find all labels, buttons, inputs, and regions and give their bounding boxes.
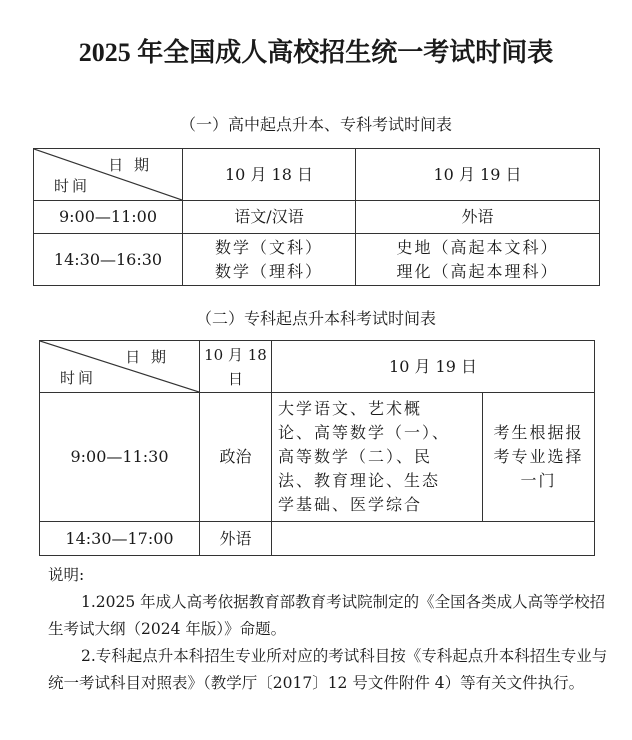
- note-line: 考专业选择: [493, 447, 584, 466]
- subject-cell: [356, 234, 600, 286]
- subject-line: 数学（理科）: [214, 261, 323, 281]
- subject-line: 史地（高起本文科）: [396, 237, 559, 257]
- schedule-table-junior-college: [39, 340, 595, 556]
- table-header-row: [34, 149, 600, 201]
- page-title: 2025 年全国成人高校招生统一考试时间表: [78, 38, 554, 67]
- corner-cell: [40, 341, 200, 393]
- date-header: 10 月 18 日: [183, 149, 356, 201]
- time-cell: 9:00—11:30: [40, 393, 200, 522]
- table-row: [34, 234, 600, 286]
- table2-caption: （二）专科起点升本科考试时间表: [195, 309, 436, 328]
- empty-cell: [272, 522, 595, 556]
- elective-subjects-cell: [272, 393, 483, 522]
- subject-cell: 政治: [200, 393, 272, 522]
- date-header: 10 月 18 日: [200, 341, 272, 393]
- subject-line: 理化（高起本理科）: [396, 261, 559, 281]
- table-header-row: [40, 341, 595, 393]
- time-cell: 14:30—16:30: [34, 234, 183, 286]
- note-item: 2.专科起点升本科招生专业所对应的考试科目按《专科起点升本科招生专业与统一考试科目对照表》（教学厅〔2017〕12 号文件附件 4）等有关文件执行。: [48, 647, 608, 692]
- table1-caption: （一）高中起点升本、专科考试时间表: [179, 115, 452, 134]
- table-row: [40, 522, 595, 556]
- notes-section: [48, 562, 608, 697]
- subject-line: 高等数学（二）、民: [278, 447, 433, 466]
- corner-time-label: 时间: [54, 177, 91, 195]
- subject-cell: 外语: [356, 201, 600, 234]
- note-line: 考生根据报: [493, 423, 584, 442]
- subject-line: 法、教育理论、生态: [278, 471, 441, 490]
- table-row: [34, 201, 600, 234]
- note-line: 一门: [520, 471, 557, 490]
- corner-time-label: 时间: [60, 369, 97, 387]
- corner-date-label: 日 期: [125, 348, 169, 366]
- subject-line: 论、高等数学（一）、: [278, 423, 451, 442]
- note-item: 1.2025 年成人高考依据教育部教育考试院制定的《全国各类成人高等学校招生考试大纲（2024 年版）》命题。: [48, 593, 606, 638]
- subject-cell: 语文/汉语: [183, 201, 356, 234]
- time-cell: 9:00—11:00: [34, 201, 183, 234]
- notes-heading: 说明:: [48, 566, 85, 584]
- subject-line: 学基础、医学综合: [278, 495, 423, 514]
- subject-line: 数学（文科）: [214, 237, 323, 257]
- table-row: [40, 393, 595, 522]
- subject-cell: 外语: [200, 522, 272, 556]
- date-header: 10 月 19 日: [272, 341, 595, 393]
- subject-cell: [183, 234, 356, 286]
- corner-date-label: 日 期: [108, 156, 152, 174]
- date-header: 10 月 19 日: [356, 149, 600, 201]
- schedule-table-high-school: [33, 148, 600, 286]
- corner-cell: [34, 149, 183, 201]
- subject-line: 大学语文、艺术概: [278, 399, 423, 418]
- selection-note-cell: [483, 393, 595, 522]
- time-cell: 14:30—17:00: [40, 522, 200, 556]
